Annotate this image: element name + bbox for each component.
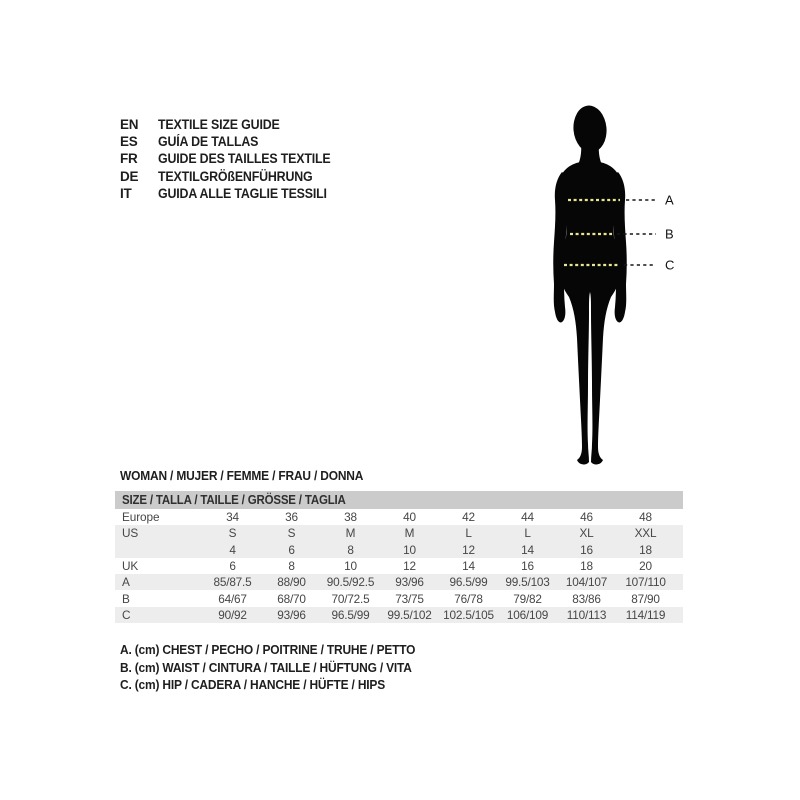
- hip-label-c: C: [665, 257, 675, 273]
- table-cell: 44: [521, 510, 534, 525]
- table-row: [115, 590, 683, 606]
- table-cell: 40: [403, 510, 416, 525]
- table-cell: 73/75: [395, 591, 424, 606]
- row-label: C: [122, 607, 131, 622]
- language-row: [120, 168, 346, 185]
- row-label: B: [122, 591, 130, 606]
- language-row: [120, 150, 346, 167]
- table-cell: XXL: [634, 526, 657, 541]
- table-cell: 90.5/92.5: [326, 575, 375, 590]
- language-row: [120, 185, 346, 202]
- guide-title: TEXTILE SIZE GUIDE: [158, 117, 280, 133]
- table-cell: 99.5/102: [387, 607, 432, 622]
- table-cell: 76/78: [454, 591, 483, 606]
- table-cell: 102.5/105: [443, 607, 494, 622]
- table-row: [115, 558, 683, 574]
- table-cell: 64/67: [218, 591, 247, 606]
- silhouette-body: [560, 161, 620, 464]
- table-cell: S: [287, 526, 296, 541]
- language-code: FR: [120, 151, 138, 167]
- table-row: [115, 607, 683, 623]
- row-cells: [203, 592, 683, 606]
- table-cell: 48: [639, 510, 652, 525]
- table-cell: 96.5/99: [331, 607, 370, 622]
- row-label: A: [122, 575, 130, 590]
- table-cell: 90/92: [218, 607, 247, 622]
- table-cell: 6: [229, 559, 236, 574]
- measure-notes-block: [120, 642, 441, 695]
- language-code: ES: [120, 134, 138, 150]
- guide-title: GUÍA DE TALLAS: [158, 134, 259, 150]
- table-cell: 68/70: [277, 591, 306, 606]
- table-cell: 88/90: [277, 575, 306, 590]
- table-cell: 93/96: [277, 607, 306, 622]
- table-cell: 42: [462, 510, 475, 525]
- language-code: DE: [120, 168, 139, 184]
- woman-silhouette-figure: [530, 98, 700, 478]
- table-row: [115, 525, 683, 541]
- size-table-header: [115, 491, 683, 509]
- table-cell: 107/110: [625, 575, 666, 590]
- table-cell: 36: [285, 510, 298, 525]
- waist-label-b: B: [665, 226, 674, 242]
- table-cell: 79/82: [513, 591, 542, 606]
- row-cells: [203, 543, 683, 557]
- table-cell: 18: [580, 559, 593, 574]
- table-cell: 8: [288, 559, 295, 574]
- table-cell: 16: [521, 559, 534, 574]
- row-label: US: [122, 526, 139, 541]
- table-cell: 83/86: [572, 591, 601, 606]
- table-cell: 85/87.5: [213, 575, 252, 590]
- table-cell: 14: [462, 559, 475, 574]
- table-cell: 10: [344, 559, 357, 574]
- language-code: EN: [120, 117, 139, 133]
- table-cell: 16: [580, 542, 593, 557]
- row-cells: [203, 575, 683, 589]
- measure-note-hip: C. (cm) HIP / CADERA / HANCHE / HÜFTE / HIPS: [120, 677, 386, 693]
- table-cell: 4: [229, 542, 236, 557]
- table-row: [115, 574, 683, 590]
- table-cell: 34: [226, 510, 239, 525]
- table-cell: 114/119: [625, 607, 666, 622]
- row-cells: [203, 559, 683, 573]
- table-cell: 70/72.5: [331, 591, 370, 606]
- size-table-body: [115, 509, 683, 623]
- row-cells: [203, 526, 683, 540]
- table-row: [115, 509, 683, 525]
- chest-label-a: A: [665, 192, 674, 208]
- table-cell: XL: [579, 526, 594, 541]
- table-cell: 110/113: [566, 607, 607, 622]
- table-cell: 93/96: [395, 575, 424, 590]
- table-cell: 38: [344, 510, 357, 525]
- table-cell: 104/107: [565, 575, 608, 590]
- language-code: IT: [120, 185, 132, 201]
- table-cell: M: [404, 526, 415, 541]
- measure-note-waist: B. (cm) WAIST / CINTURA / TAILLE / HÜFTUNG / VITA: [120, 659, 412, 675]
- language-row: [120, 133, 346, 150]
- table-cell: 20: [639, 559, 652, 574]
- table-cell: 106/109: [506, 607, 549, 622]
- row-label: Europe: [122, 510, 160, 525]
- table-cell: M: [345, 526, 356, 541]
- table-row: [115, 542, 683, 558]
- table-cell: 6: [288, 542, 295, 557]
- table-cell: 18: [639, 542, 652, 557]
- row-cells: [203, 510, 683, 524]
- measure-note-chest: A. (cm) CHEST / PECHO / POITRINE / TRUHE / PETTO: [120, 642, 416, 657]
- gender-heading: WOMAN / MUJER / FEMME / FRAU / DONNA: [120, 468, 364, 483]
- table-cell: 46: [580, 510, 593, 525]
- language-title-block: [120, 116, 346, 202]
- table-cell: L: [524, 526, 531, 541]
- row-label: UK: [122, 559, 139, 574]
- size-table: [115, 491, 683, 623]
- size-table-header-label: SIZE / TALLA / TAILLE / GRÖSSE / TAGLIA: [122, 493, 346, 507]
- table-cell: 12: [403, 559, 416, 574]
- guide-title: GUIDA ALLE TAGLIE TESSILI: [158, 185, 327, 201]
- guide-title: GUIDE DES TAILLES TEXTILE: [158, 151, 331, 167]
- table-cell: L: [465, 526, 472, 541]
- row-cells: [203, 608, 683, 622]
- table-cell: 8: [347, 542, 354, 557]
- guide-title: TEXTILGRÖßENFÜHRUNG: [158, 168, 313, 184]
- language-row: [120, 116, 346, 133]
- table-cell: 96.5/99: [449, 575, 488, 590]
- table-cell: S: [228, 526, 237, 541]
- table-cell: 10: [403, 542, 416, 557]
- table-cell: 87/90: [631, 591, 660, 606]
- table-cell: 99.5/103: [505, 575, 550, 590]
- table-cell: 12: [462, 542, 475, 557]
- table-cell: 14: [521, 542, 534, 557]
